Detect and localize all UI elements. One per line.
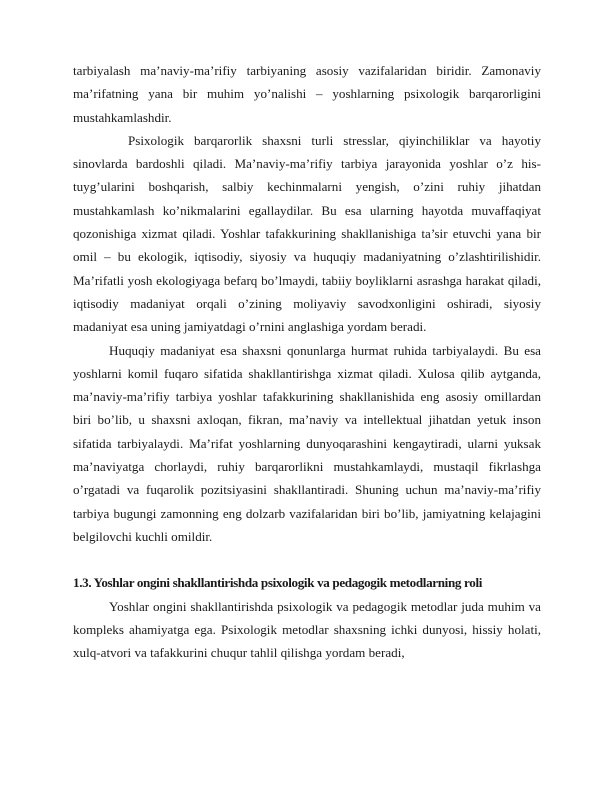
paragraph-continuation: tarbiyalash ma’naviy-ma’rifiy tarbiyaning asosiy vazifalaridan biridir. Zamonaviy ma’rifatning yana bir muhim yo’nalishi – yoshlarning psixologik barqarorligini mustahkamlashdir. [73,63,541,125]
document-page [73,59,541,664]
paragraph-psychological-stability: Psixologik barqarorlik shaxsni turli stresslar, qiyinchiliklar va hayotiy sinovlarda bardoshli qiladi. Ma’naviy-ma’rifiy tarbiya jarayonida yoshlar o’z his-tuyg’ularini boshqarish, salbiy kechinmalarni yengish, o’zini ruhiy jihatdan mustahkamlash ko’nikmalarini egallaydilar. Bu esa ularning hayotda muvaffaqiyat qozonishiga xizmat qiladi. Yoshlar tafakkurining shakllanishiga ta’sir etuvchi yana bir omil – bu ekologik, iqtisodiy, siyosiy va huquqiy madaniyatning o’zlashtirilishidir. Ma’rifatli yosh ekologiyaga befarq bo’lmaydi, tabiiy boyliklarni asrashga harakat qiladi, iqtisodiy madaniyat orqali o’zining moliyaviy savodxonligini oshiradi, siyosiy madaniyat esa uning jamiyatdagi o’rnini anglashiga yordam beradi. [73,132,541,335]
paragraph-legal-culture: Huquqiy madaniyat esa shaxsni qonunlarga hurmat ruhida tarbiyalaydi. Bu esa yoshlarni komil fuqaro sifatida shakllantirishga xizmat qiladi. Xulosa qilib aytganda, ma’naviy-ma’rifiy tarbiya yoshlar tafakkurining shakllanishida eng asosiy omillardan biri bo’lib, u shaxsni axloqan, fikran, ma’naviy va intellektual jihatdan yetuk inson sifatida tarbiyalaydi. Ma’rifat yoshlarning dunyoqarashini kengaytiradi, ularni yuksak ma’naviyatga chorlaydi, ruhiy barqarorlikni mustahkamlaydi, mustaqil fikrlashga o’rgatadi va fuqarolik pozitsiyasini shakllantiradi. Shuning uchun ma’naviy-ma’rifiy tarbiya bugungi zamonning eng dolzarb vazifalaridan biri bo’lib, jamiyatning kelajagini belgilovchi kuchli omildir. [73,342,541,544]
section-heading: 1.3. Yoshlar ongini shakllantirishda psixologik va pedagogik metodlarning roli [73,575,483,591]
paragraph-section-intro: Yoshlar ongini shakllantirishda psixologik va pedagogik metodlar juda muhim va kompleks ahamiyatga ega. Psixologik metodlar shaxsning ichki dunyosi, hissiy holati, xulq-atvori va tafakkurini chuqur tahlil qilishga yordam beradi, [73,598,541,661]
